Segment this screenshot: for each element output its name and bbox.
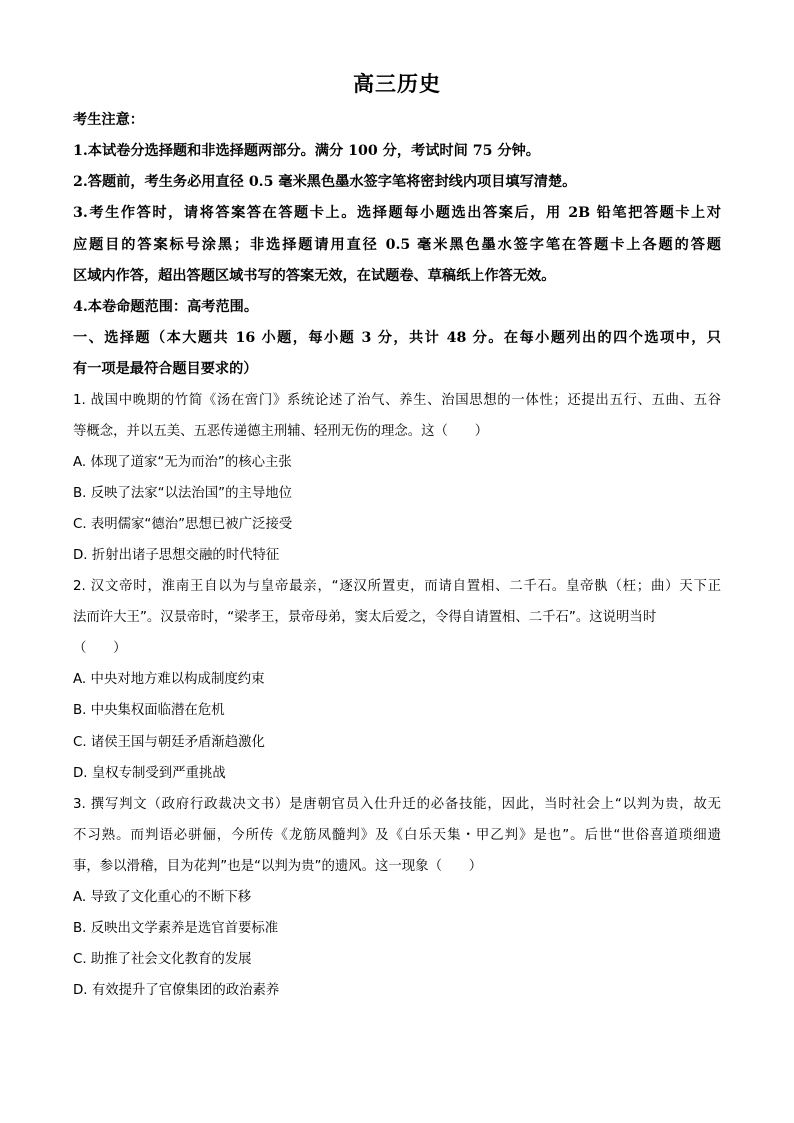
question-1-option-d: D. 折射出诸子思想交融的时代特征 xyxy=(73,548,280,563)
question-3-option-d: D. 有效提升了官僚集团的政治素养 xyxy=(73,983,280,998)
question-3-stem-line-3: 事，参以滑稽，目为花判”也是“以判为贵”的遗风。这一现象（ ） xyxy=(73,859,483,874)
notice-item-3: 3.考生作答时，请将答案答在答题卡上。选择题每小题选出答案后，用 2B 铅笔把答题卡上对 xyxy=(73,205,721,221)
question-3-stem-line-2: 不习熟。而判语必骈俪，今所传《龙筋凤髓判》及《白乐天集・甲乙判》是也”。后世“世俗喜道琐细遗 xyxy=(73,828,721,843)
question-2-option-c: C. 诸侯王国与朝廷矛盾渐趋激化 xyxy=(73,735,265,750)
notice-item-3-cont: 应题目的答案标号涂黑；非选择题请用直径 0.5 毫米黑色墨水签字笔在答题卡上各题的答题 xyxy=(73,237,721,253)
section-heading-cont: 有一项是最符合题目要求的） xyxy=(73,361,258,377)
notice-item-4: 4.本卷命题范围：高考范围。 xyxy=(73,299,259,315)
question-1-option-a: A. 体现了道家“无为而治”的核心主张 xyxy=(73,455,292,470)
notice-heading: 考生注意： xyxy=(73,112,144,128)
question-2-option-b: B. 中央集权面临潜在危机 xyxy=(73,703,225,718)
question-2-option-d: D. 皇权专制受到严重挑战 xyxy=(73,766,226,781)
question-1-stem-line-2: 等概念，并以五美、五恶传递德主刑辅、轻刑无伤的理念。这（ ） xyxy=(73,424,489,439)
question-1-option-b: B. 反映了法家“以法治国”的主导地位 xyxy=(73,486,293,501)
page-title: 高三历史 xyxy=(353,71,441,96)
notice-item-2: 2.答题前，考生务必用直径 0.5 毫米黑色墨水签字笔将密封线内项目填写清楚。 xyxy=(73,174,577,190)
question-2-stem-line-2: 法而许大王”。汉景帝时，“梁孝王，景帝母弟，窦太后爱之，令得自请置相、二千石”。这说明当时 xyxy=(73,610,657,625)
question-3-stem-line-1: 3. 撰写判文（政府行政裁决文书）是唐朝官员入仕升迁的必备技能，因此，当时社会上“以判为贵，故无 xyxy=(73,797,721,812)
question-2-stem-line-1: 2. 汉文帝时，淮南王自以为与皇帝最亲，“逐汉所置吏，而请自置相、二千石。皇帝骫（枉；曲）天下正 xyxy=(73,579,721,594)
notice-item-3-end: 区域内作答，超出答题区域书写的答案无效，在试题卷、草稿纸上作答无效。 xyxy=(73,268,556,284)
question-3-option-c: C. 助推了社会文化教育的发展 xyxy=(73,952,252,967)
question-1-stem-line-1: 1. 战国中晚期的竹简《汤在啻门》系统论述了治气、养生、治国思想的一体性；还提出五行、五曲、五谷 xyxy=(73,393,721,408)
question-2-option-a: A. 中央对地方难以构成制度约束 xyxy=(73,672,265,687)
question-3-option-a: A. 导致了文化重心的不断下移 xyxy=(73,890,252,905)
question-1-option-c: C. 表明儒家“德治”思想已被广泛接受 xyxy=(73,517,293,532)
question-2-stem-line-3: （ ） xyxy=(73,641,127,656)
question-3-option-b: B. 反映出文学素养是选官首要标准 xyxy=(73,921,279,936)
notice-item-1: 1.本试卷分选择题和非选择题两部分。满分 100 分，考试时间 75 分钟。 xyxy=(73,143,540,159)
section-heading: 一、选择题（本大题共 16 小题，每小题 3 分，共计 48 分。在每小题列出的四个选项中，只 xyxy=(73,330,721,346)
